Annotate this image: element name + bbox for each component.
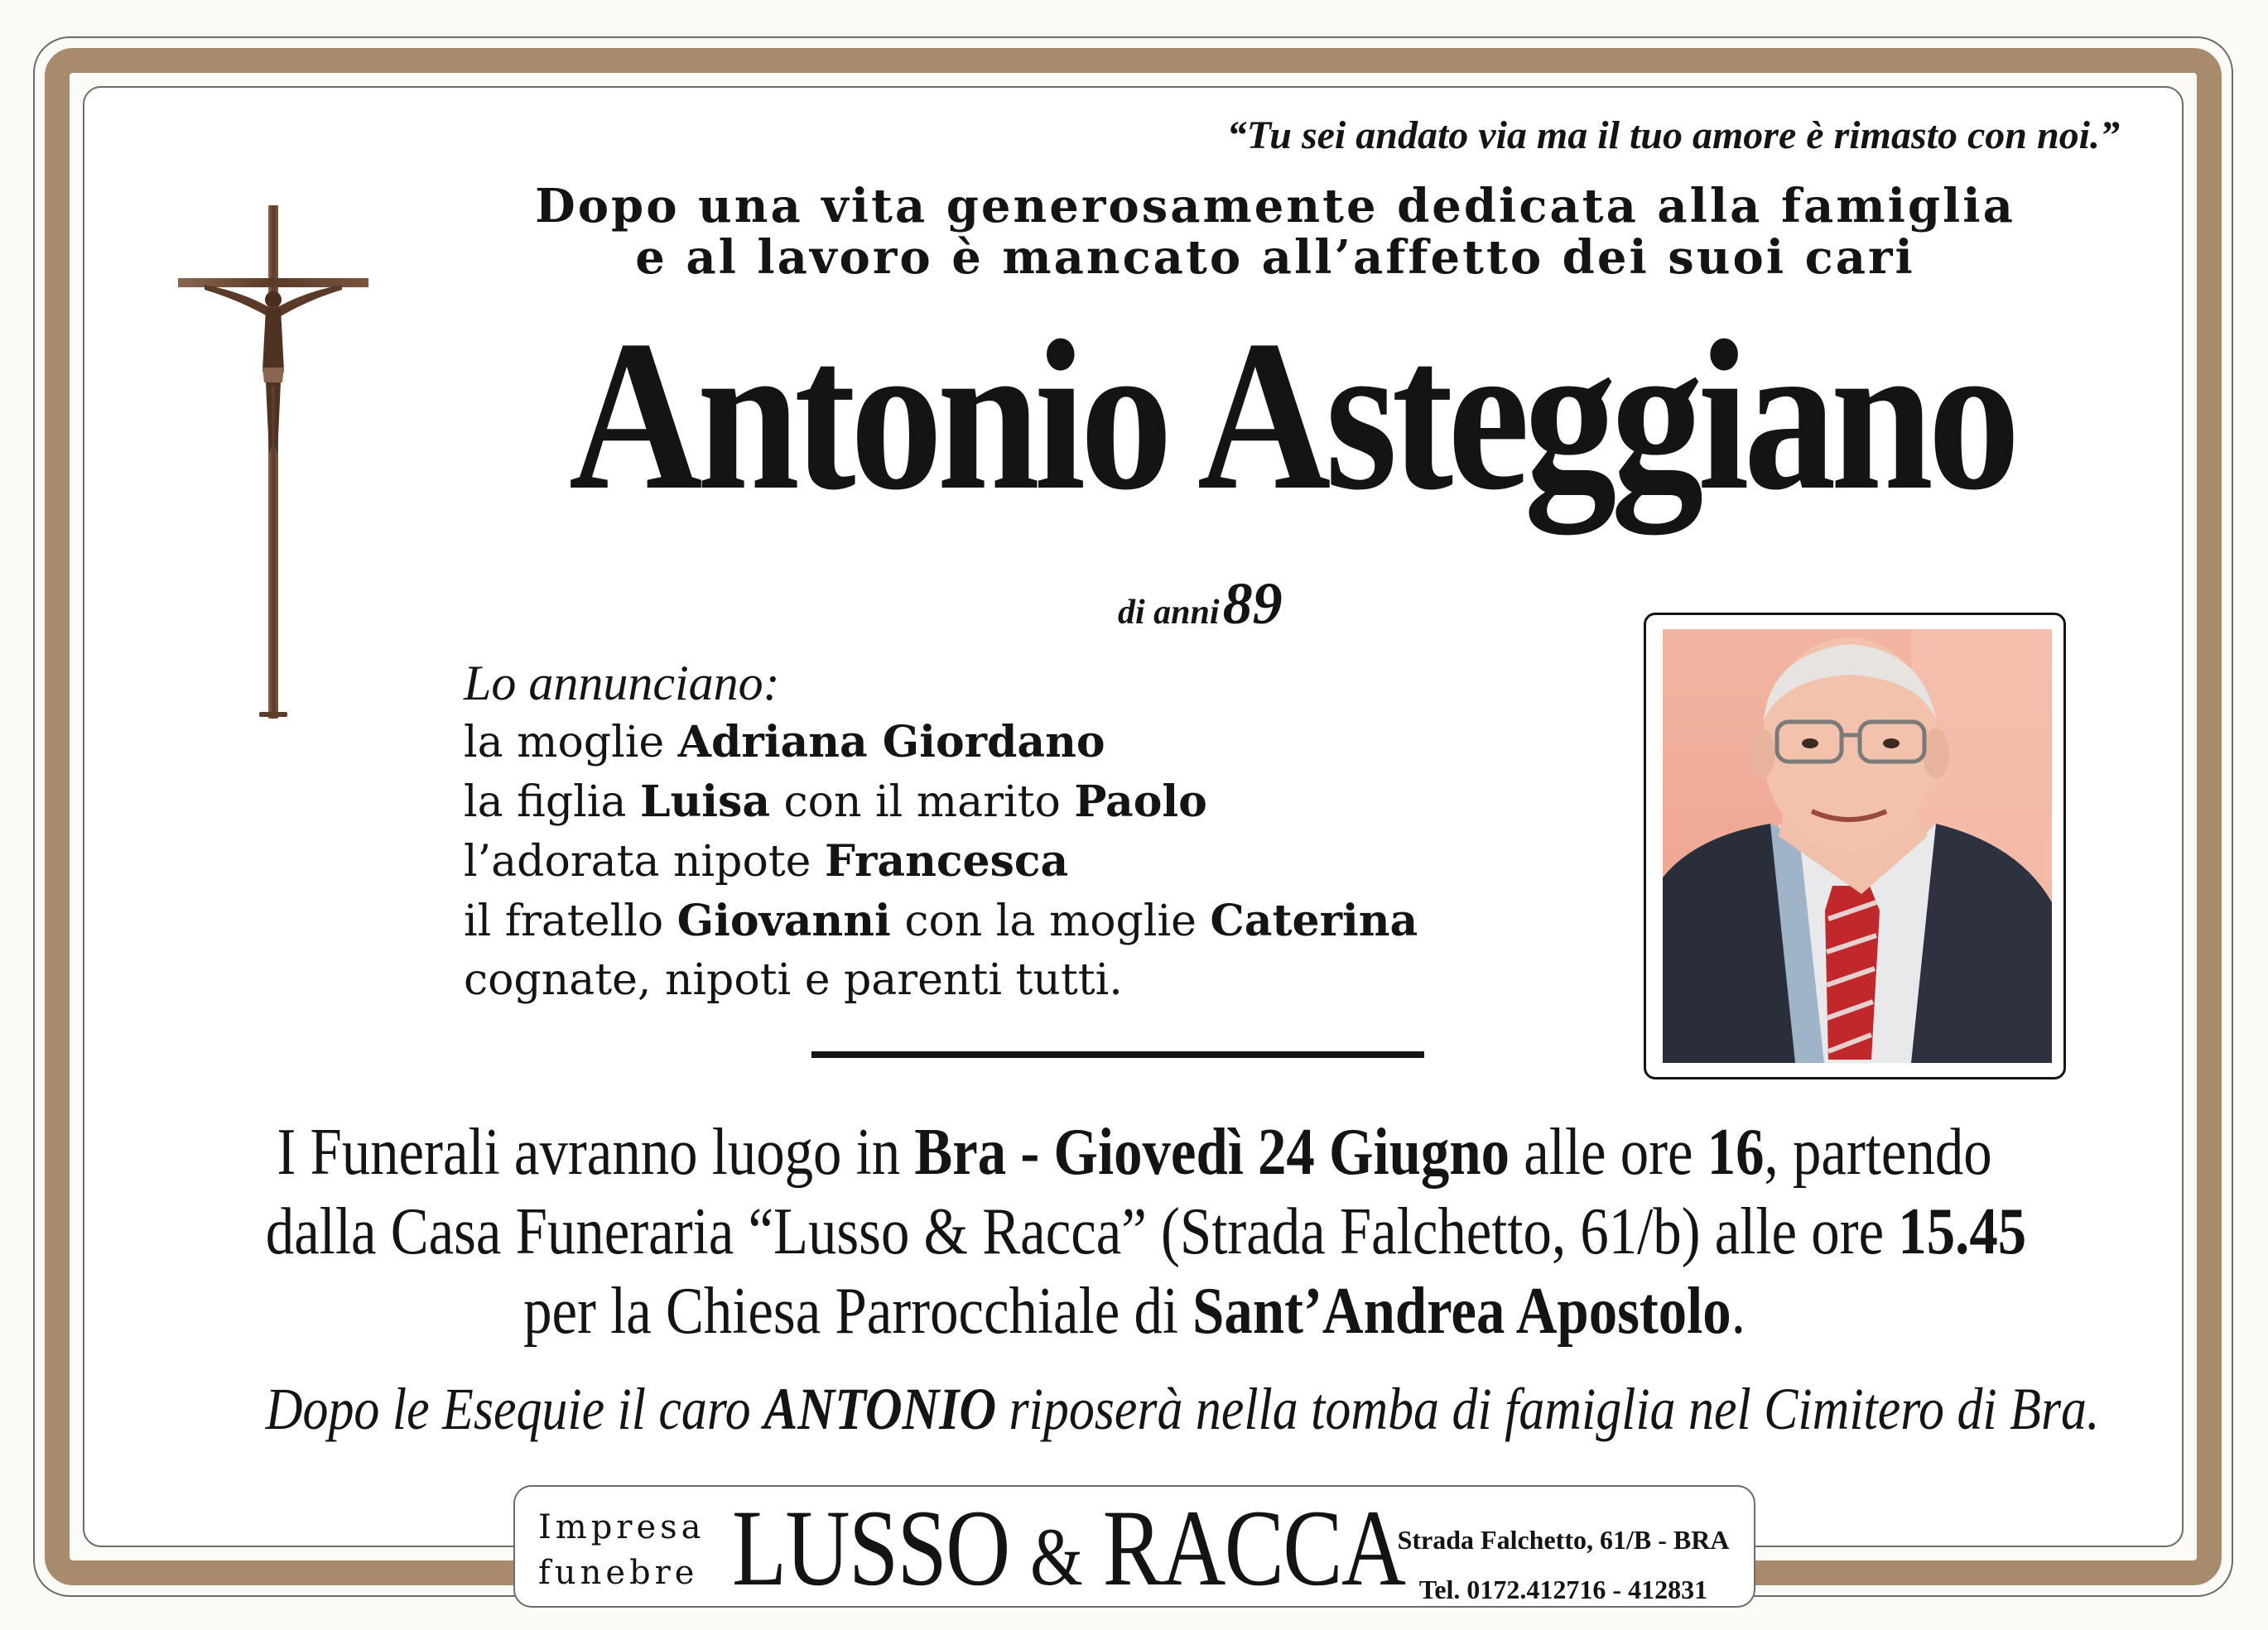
text: la figlia	[464, 777, 640, 827]
funeral-line-2	[265, 1192, 2027, 1272]
burial-note	[124, 1374, 2145, 1444]
company-type-line-1: Impresa	[538, 1508, 705, 1546]
text: il fratello	[464, 897, 677, 946]
text: alle ore	[1509, 1116, 1707, 1189]
text: la moglie	[464, 718, 678, 767]
church-name: Sant’Andrea Apostolo	[1192, 1275, 1731, 1348]
relative-name: Francesca	[824, 836, 1069, 887]
crucifix-icon	[178, 205, 368, 723]
text: , partendo	[1764, 1116, 1992, 1189]
company-logo-text	[732, 1487, 1405, 1615]
text: per la Chiesa Parrocchiale di	[523, 1275, 1193, 1348]
funeral-line-3	[266, 1272, 2003, 1351]
company-type-line-2: funebre	[538, 1554, 699, 1592]
text: dalla Casa Funeraria “Lusso & Racca” (Strada Falchetto, 61/b) alle ore	[265, 1195, 1899, 1268]
brand-ampersand: &	[1030, 1511, 1082, 1603]
age-line	[1118, 570, 1283, 638]
text: l’adorata nipote	[464, 837, 825, 887]
time: 16	[1707, 1116, 1765, 1189]
place-date: Bra - Giovedì 24 Giugno	[914, 1116, 1510, 1189]
funeral-line-1	[266, 1113, 2003, 1192]
relative-name: Luisa	[639, 777, 771, 827]
intro-line-2: e al lavoro è mancato all’affetto dei suoi cari	[635, 230, 1915, 285]
deceased-first-name: ANTONIO	[763, 1376, 997, 1442]
text: .	[1731, 1275, 1746, 1348]
divider-rule	[811, 1051, 1424, 1058]
announcement-list	[464, 654, 1623, 1010]
announcement-heading: Lo annunciano:	[464, 656, 780, 710]
text: riposerà nella tomba di famiglia nel Cimitero di Bra.	[996, 1376, 2100, 1442]
time: 15.45	[1898, 1195, 2027, 1268]
relative-name: Caterina	[1210, 896, 1418, 946]
portrait-photo	[1663, 629, 2052, 1063]
company-contact	[1381, 1515, 1746, 1614]
relative-name: Adriana Giordano	[677, 717, 1105, 767]
company-type	[538, 1505, 729, 1596]
intro-line-1: Dopo una vita generosamente dedicata alla famiglia	[535, 179, 2015, 233]
age-value: 89	[1222, 570, 1283, 637]
burial-line	[265, 1374, 2100, 1444]
text: con il marito	[770, 777, 1075, 827]
deceased-name: Antonio Asteggiano	[569, 296, 2015, 535]
age-label: di anni	[1118, 594, 1220, 632]
intro-text	[447, 180, 2103, 283]
text: I Funerali avranno luogo in	[277, 1116, 915, 1189]
text: Dopo le Esequie il caro	[265, 1376, 764, 1442]
announcement-line	[464, 772, 1623, 832]
announcement-line: cognate, nipoti e parenti tutti.	[464, 955, 1123, 1005]
brand-part: RACCA	[1081, 1487, 1405, 1608]
brand-part: LUSSO	[732, 1487, 1031, 1608]
relative-name: Paolo	[1074, 777, 1207, 827]
company-address: Strada Falchetto, 61/B - BRA	[1397, 1525, 1730, 1555]
announcement-line	[464, 832, 1623, 892]
announcement-line	[464, 713, 1623, 772]
epigraph-quote: “Tu sei andato via ma il tuo amore è rimasto con noi.”	[1226, 113, 2120, 157]
announcement-line	[464, 892, 1623, 951]
text: con la moglie	[890, 897, 1211, 946]
company-phone: Tel. 0172.412716 - 412831	[1418, 1575, 1708, 1604]
relative-name: Giovanni	[677, 896, 891, 946]
funeral-details	[124, 1113, 2145, 1351]
